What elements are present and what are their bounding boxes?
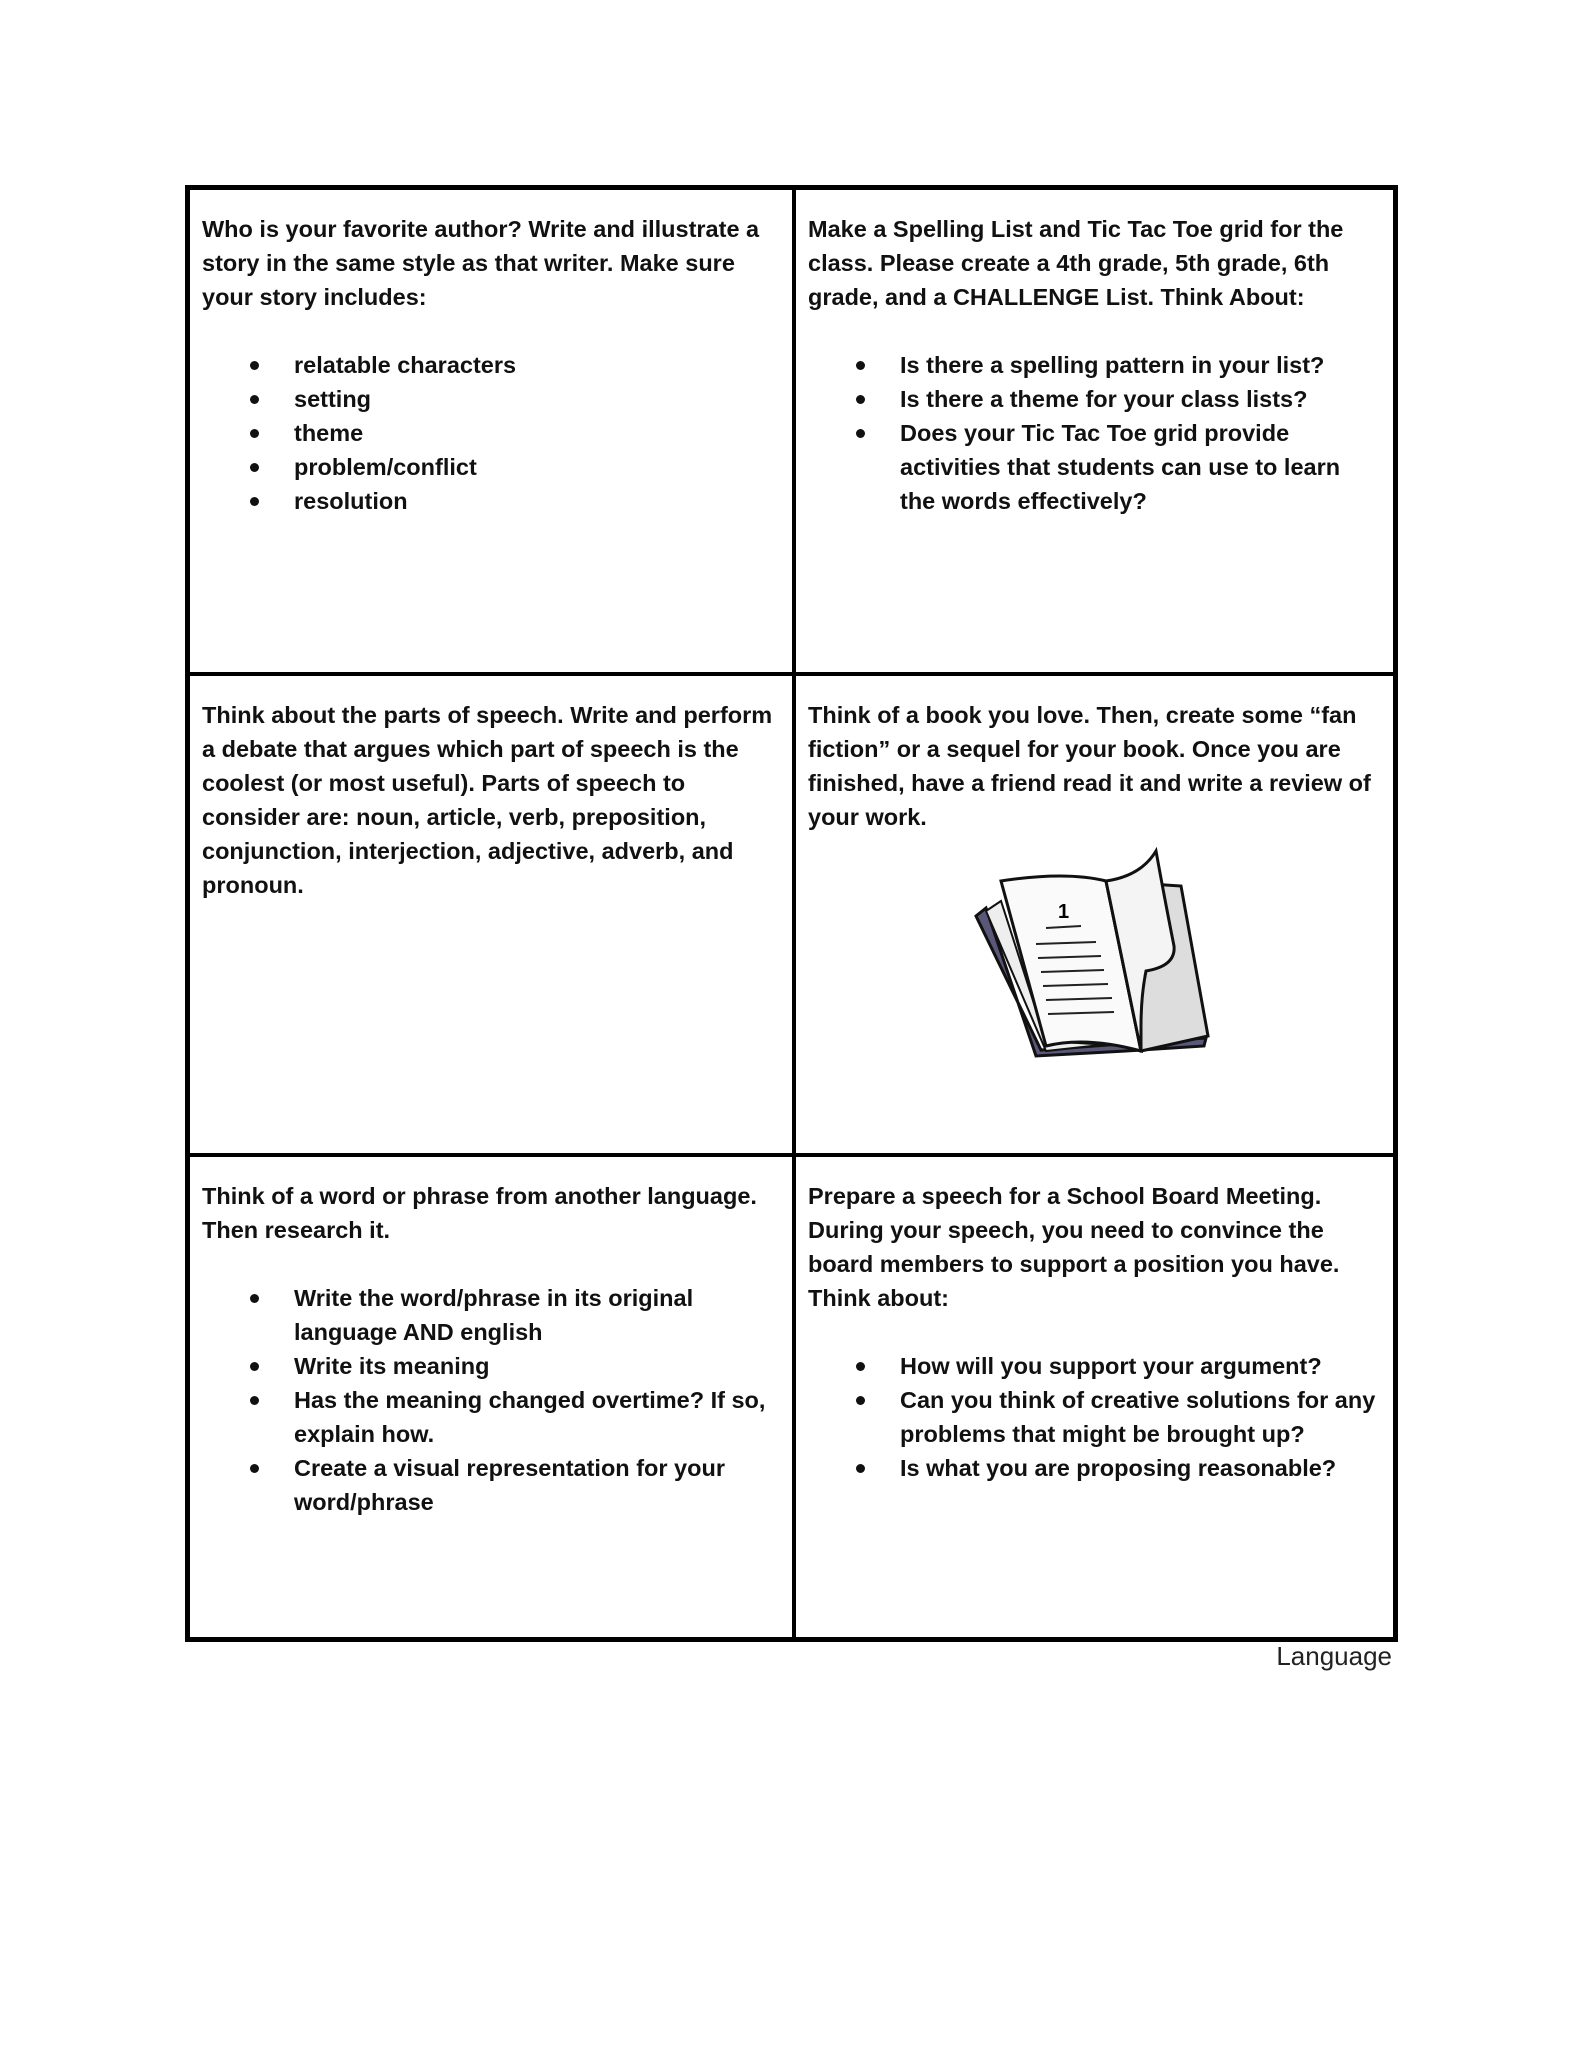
footer-label: Language: [1276, 1641, 1392, 1671]
list-item: Is there a theme for your class lists?: [808, 382, 1381, 416]
bullet-list: [808, 348, 1381, 518]
list-item: theme: [202, 416, 780, 450]
cell-spelling-list: [796, 190, 1393, 676]
list-item: Create a visual representation for your word/phrase: [202, 1451, 780, 1519]
cell-intro: Think of a book you love. Then, create some “fan fiction” or a sequel for your book. Once you are finished, have a friend read it and write a review of your work.: [808, 702, 1371, 830]
cell-parts-of-speech: [190, 676, 796, 1157]
list-item: Write the word/phrase in its original language AND english: [202, 1281, 780, 1349]
page-number: 1: [1058, 901, 1070, 923]
cell-intro: Who is your favorite author? Write and illustrate a story in the same style as that writer. Make sure your story includes:: [202, 216, 760, 310]
bullet-list: [202, 348, 780, 518]
list-item: How will you support your argument?: [808, 1349, 1381, 1383]
list-item: setting: [202, 382, 780, 416]
list-item: Write its meaning: [202, 1349, 780, 1383]
list-item: relatable characters: [202, 348, 780, 382]
bullet-list: [808, 1349, 1381, 1485]
list-item: Has the meaning changed overtime? If so, explain how.: [202, 1383, 780, 1451]
list-item: Does your Tic Tac Toe grid provide activities that students can use to learn the words effectively?: [808, 416, 1381, 518]
list-item: problem/conflict: [202, 450, 780, 484]
cell-intro: Prepare a speech for a School Board Meeting. During your speech, you need to convince the board members to support a position you have. Think about:: [808, 1183, 1340, 1311]
cell-intro: Think about the parts of speech. Write and perform a debate that argues which part of speech is the coolest (or most useful). Parts of speech to consider are: noun, article, verb, preposition, conjunction, interjection, adjective, adverb, and pronoun.: [202, 702, 773, 898]
cell-favorite-author: [190, 190, 796, 676]
cell-fan-fiction: [796, 676, 1393, 1157]
cell-intro: Make a Spelling List and Tic Tac Toe grid for the class. Please create a 4th grade, 5th grade, 6th grade, and a CHALLENGE List. Think About:: [808, 216, 1344, 310]
bullet-list: [202, 1281, 780, 1519]
cell-foreign-word: [190, 1157, 796, 1637]
cell-school-board-speech: [796, 1157, 1393, 1637]
list-item: Is there a spelling pattern in your list?: [808, 348, 1381, 382]
list-item: Is what you are proposing reasonable?: [808, 1451, 1381, 1485]
activity-grid: [185, 185, 1398, 1642]
open-book-icon: [946, 846, 1246, 1076]
cell-intro: Think of a word or phrase from another language. Then research it.: [202, 1183, 757, 1243]
list-item: resolution: [202, 484, 780, 518]
list-item: Can you think of creative solutions for any problems that might be brought up?: [808, 1383, 1381, 1451]
